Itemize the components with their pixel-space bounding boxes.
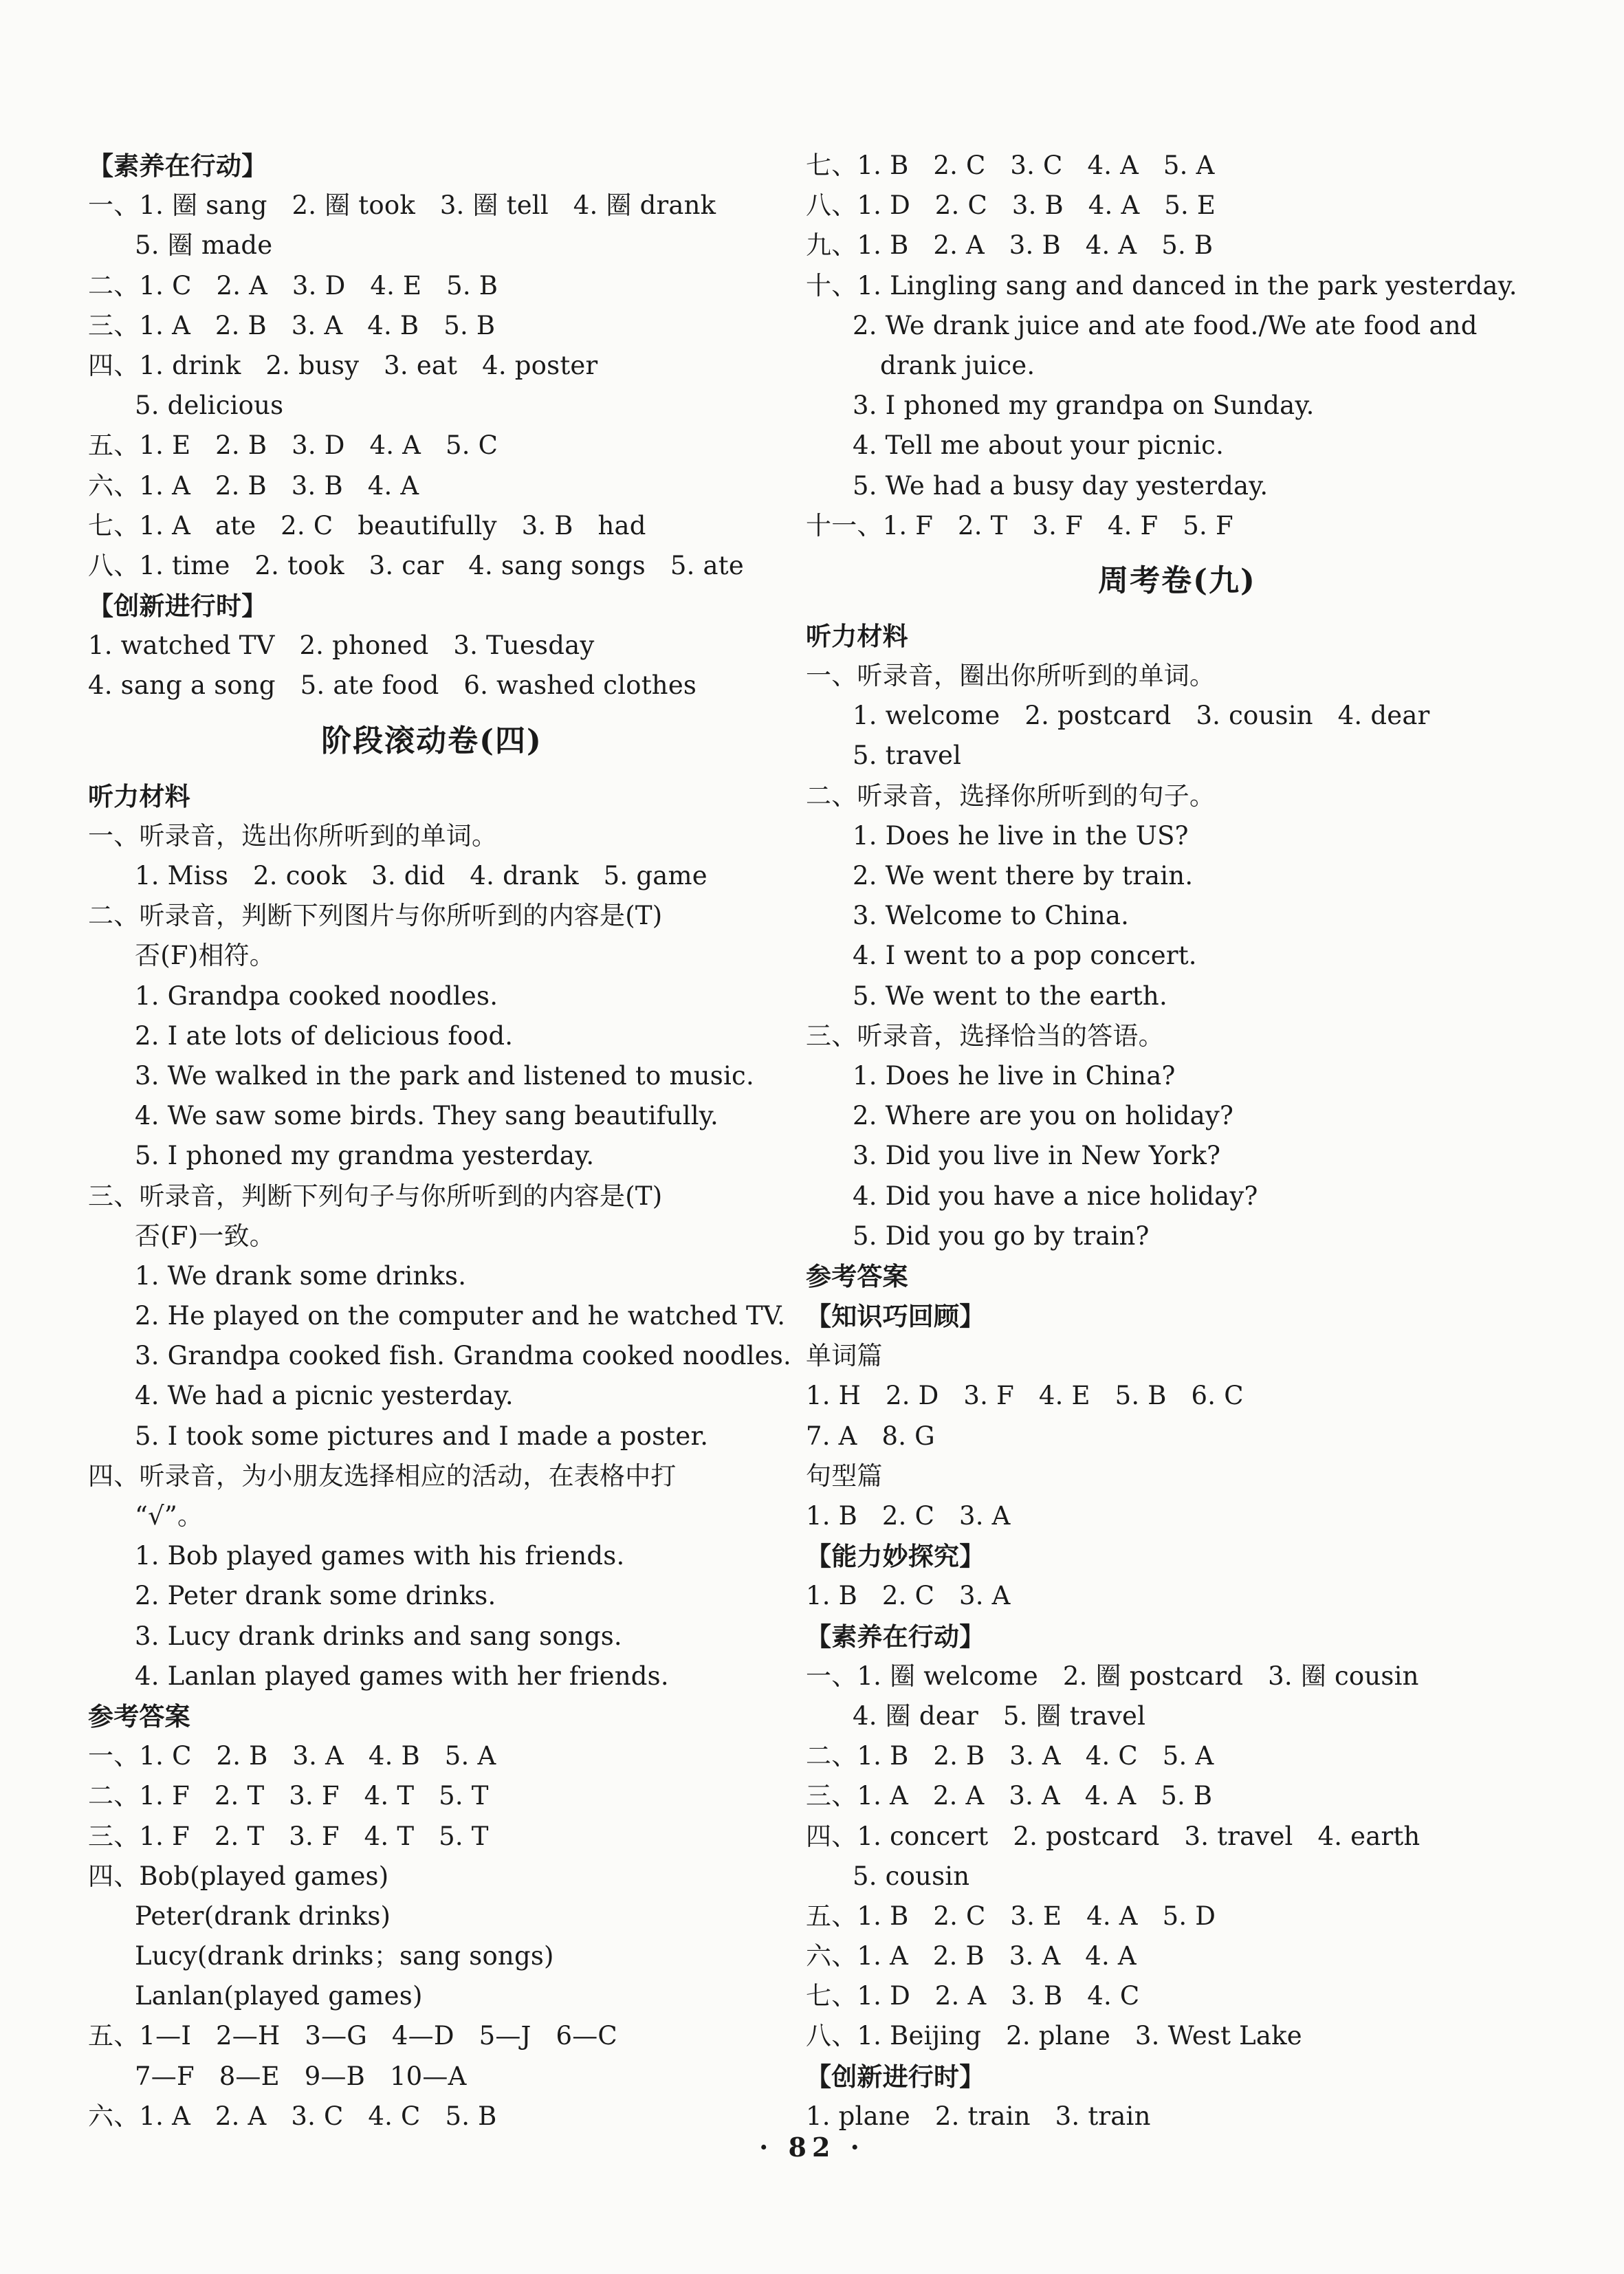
answer-line: 7—F 8—E 9—B 10—A bbox=[135, 2061, 467, 2091]
answer-line: 三、1. A 2. A 3. A 4. A 5. B bbox=[806, 1781, 1213, 1811]
answer-line: 4. Lanlan played games with her friends. bbox=[135, 1661, 669, 1691]
answer-line: 一、听录音，选出你所听到的单词。 bbox=[88, 820, 498, 851]
answer-line: Peter(drank drinks) bbox=[135, 1901, 391, 1931]
answer-line: 句型篇 bbox=[806, 1461, 883, 1491]
answer-line: 七、1. D 2. A 3. B 4. C bbox=[806, 1981, 1140, 2011]
answer-line: 1. Does he live in the US? bbox=[853, 820, 1189, 851]
answer-line: 4. We saw some birds. They sang beautifully. bbox=[135, 1101, 718, 1131]
answer-line: 1. Grandpa cooked noodles. bbox=[135, 981, 498, 1011]
section-heading: 参考答案 bbox=[806, 1260, 908, 1291]
answer-line: 1. Does he live in China? bbox=[853, 1060, 1176, 1091]
section-title: 阶段滚动卷(四) bbox=[321, 723, 542, 758]
answer-line: 4. I went to a pop concert. bbox=[853, 941, 1197, 971]
answer-line: 二、1. F 2. T 3. F 4. T 5. T bbox=[88, 1781, 489, 1811]
answer-line: 5. 圈 made bbox=[135, 230, 273, 261]
answer-line: 否(F)相符。 bbox=[135, 941, 275, 971]
answer-line: 1. We drank some drinks. bbox=[135, 1260, 467, 1291]
answer-line: 三、1. F 2. T 3. F 4. T 5. T bbox=[88, 1821, 489, 1851]
answer-line: 五、1. B 2. C 3. E 4. A 5. D bbox=[806, 1901, 1216, 1931]
section-heading: 听力材料 bbox=[88, 780, 190, 811]
section-title: 周考卷(九) bbox=[1098, 562, 1256, 598]
answer-line: 5. Did you go by train? bbox=[853, 1221, 1150, 1251]
answer-line: 4. Tell me about your picnic. bbox=[853, 430, 1225, 461]
answer-line: drank juice. bbox=[880, 350, 1035, 380]
answer-line: 三、1. A 2. B 3. A 4. B 5. B bbox=[88, 310, 496, 340]
section-heading: 参考答案 bbox=[88, 1701, 190, 1731]
answer-line: 四、听录音，为小朋友选择相应的活动，在表格中打 bbox=[88, 1461, 677, 1491]
answer-line: 2. Where are you on holiday? bbox=[853, 1101, 1234, 1131]
answer-line: 3. We walked in the park and listened to music. bbox=[135, 1060, 754, 1091]
answer-line: 1. watched TV 2. phoned 3. Tuesday bbox=[88, 631, 595, 661]
answer-line: 3. Lucy drank drinks and sang songs. bbox=[135, 1621, 622, 1651]
answer-line: 5. We went to the earth. bbox=[853, 981, 1167, 1011]
answer-line: 5. travel bbox=[853, 741, 962, 771]
answer-line: 七、1. B 2. C 3. C 4. A 5. A bbox=[806, 151, 1215, 180]
answer-line: 十一、1. F 2. T 3. F 4. F 5. F bbox=[806, 510, 1233, 540]
answer-line: 六、1. A 2. A 3. C 4. C 5. B bbox=[88, 2101, 497, 2131]
answer-line: 七、1. A ate 2. C beautifully 3. B had bbox=[88, 510, 646, 540]
answer-line: 1. H 2. D 3. F 4. E 5. B 6. C bbox=[806, 1381, 1244, 1411]
section-heading: 听力材料 bbox=[806, 620, 908, 651]
answer-line: 7. A 8. G bbox=[806, 1421, 935, 1451]
answer-line: 八、1. D 2. C 3. B 4. A 5. E bbox=[806, 190, 1216, 221]
answer-line: 4. 圈 dear 5. 圈 travel bbox=[853, 1701, 1146, 1731]
section-heading: 【创新进行时】 bbox=[88, 591, 267, 622]
answer-line: 5. I phoned my grandma yesterday. bbox=[135, 1141, 595, 1171]
answer-line: 四、1. concert 2. postcard 3. travel 4. earth bbox=[806, 1821, 1420, 1851]
answer-line: 3. Welcome to China. bbox=[853, 901, 1130, 931]
answer-line: 4. Did you have a nice holiday? bbox=[853, 1181, 1258, 1211]
answer-line: 二、听录音，选择你所听到的句子。 bbox=[806, 780, 1216, 811]
answer-line: 九、1. B 2. A 3. B 4. A 5. B bbox=[806, 230, 1214, 261]
answer-line: 3. Did you live in New York? bbox=[853, 1141, 1221, 1171]
answer-line: 五、1—I 2—H 3—G 4—D 5—J 6—C bbox=[88, 2021, 617, 2051]
answer-line: Lanlan(played games) bbox=[135, 1981, 423, 2011]
answer-line: 2. Peter drank some drinks. bbox=[135, 1581, 496, 1611]
answer-line: 三、听录音，选择恰当的答语。 bbox=[806, 1020, 1164, 1051]
section-heading: 【素养在行动】 bbox=[806, 1621, 985, 1652]
answer-line: 1. plane 2. train 3. train bbox=[806, 2101, 1151, 2131]
answer-line: 4. sang a song 5. ate food 6. washed clothes bbox=[88, 670, 697, 701]
answer-line: 1. Bob played games with his friends. bbox=[135, 1541, 625, 1571]
answer-line: 5. cousin bbox=[853, 1861, 970, 1891]
answer-line: 二、听录音，判断下列图片与你所听到的内容是(T) bbox=[88, 901, 663, 931]
answer-line: 2. We went there by train. bbox=[853, 861, 1194, 890]
section-heading: 【能力妙探究】 bbox=[806, 1541, 985, 1572]
answer-line: 1. Miss 2. cook 3. did 4. drank 5. game bbox=[135, 861, 707, 890]
page-number: · 82 · bbox=[759, 2132, 865, 2163]
answer-line: Lucy(drank drinks；sang songs) bbox=[135, 1941, 554, 1971]
answer-line: 否(F)一致。 bbox=[135, 1221, 275, 1251]
answer-line: 一、1. 圈 sang 2. 圈 took 3. 圈 tell 4. 圈 drank bbox=[88, 190, 716, 221]
answer-line: 2. I ate lots of delicious food. bbox=[135, 1020, 514, 1051]
right-column bbox=[806, 146, 1548, 2136]
section-heading: 【创新进行时】 bbox=[806, 2061, 985, 2092]
answer-line: 六、1. A 2. B 3. B 4. A bbox=[88, 470, 419, 501]
answer-line: 六、1. A 2. B 3. A 4. A bbox=[806, 1941, 1137, 1971]
section-heading: 【素养在行动】 bbox=[88, 151, 267, 181]
answer-line: 3. Grandpa cooked fish. Grandma cooked noodles. bbox=[135, 1341, 791, 1371]
answer-line: “√”。 bbox=[135, 1501, 204, 1531]
answer-line: 5. I took some pictures and I made a poster. bbox=[135, 1421, 709, 1451]
answer-line: 2. We drank juice and ate food./We ate food and bbox=[853, 310, 1478, 340]
answer-line: 1. B 2. C 3. A bbox=[806, 1581, 1011, 1611]
answer-line: 四、1. drink 2. busy 3. eat 4. poster bbox=[88, 350, 598, 380]
answer-line: 五、1. E 2. B 3. D 4. A 5. C bbox=[88, 430, 498, 461]
answer-line: 5. We had a busy day yesterday. bbox=[853, 470, 1269, 501]
answer-line: 一、1. C 2. B 3. A 4. B 5. A bbox=[88, 1741, 496, 1771]
answer-line: 1. B 2. C 3. A bbox=[806, 1501, 1011, 1531]
answer-line: 三、听录音，判断下列句子与你所听到的内容是(T) bbox=[88, 1181, 663, 1211]
left-column bbox=[88, 146, 791, 2136]
section-heading: 【知识巧回顾】 bbox=[806, 1301, 985, 1332]
answer-line: 十、1. Lingling sang and danced in the park yesterday. bbox=[806, 270, 1517, 300]
answer-line: 3. I phoned my grandpa on Sunday. bbox=[853, 391, 1315, 421]
answer-line: 4. We had a picnic yesterday. bbox=[135, 1381, 514, 1411]
answer-line: 四、Bob(played games) bbox=[88, 1861, 389, 1891]
answer-line: 八、1. Beijing 2. plane 3. West Lake bbox=[806, 2021, 1302, 2051]
answer-line: 一、1. 圈 welcome 2. 圈 postcard 3. 圈 cousin bbox=[806, 1661, 1419, 1691]
answer-line: 2. He played on the computer and he watched TV. bbox=[135, 1301, 786, 1331]
answer-line: 单词篇 bbox=[806, 1341, 883, 1371]
answer-line: 二、1. B 2. B 3. A 4. C 5. A bbox=[806, 1741, 1214, 1771]
answer-line: 八、1. time 2. took 3. car 4. sang songs 5. ate bbox=[88, 550, 744, 580]
answer-line: 1. welcome 2. postcard 3. cousin 4. dear bbox=[853, 701, 1430, 731]
answer-line: 一、听录音，圈出你所听到的单词。 bbox=[806, 661, 1216, 691]
answer-line: 二、1. C 2. A 3. D 4. E 5. B bbox=[88, 270, 498, 300]
answer-line: 5. delicious bbox=[135, 391, 284, 421]
